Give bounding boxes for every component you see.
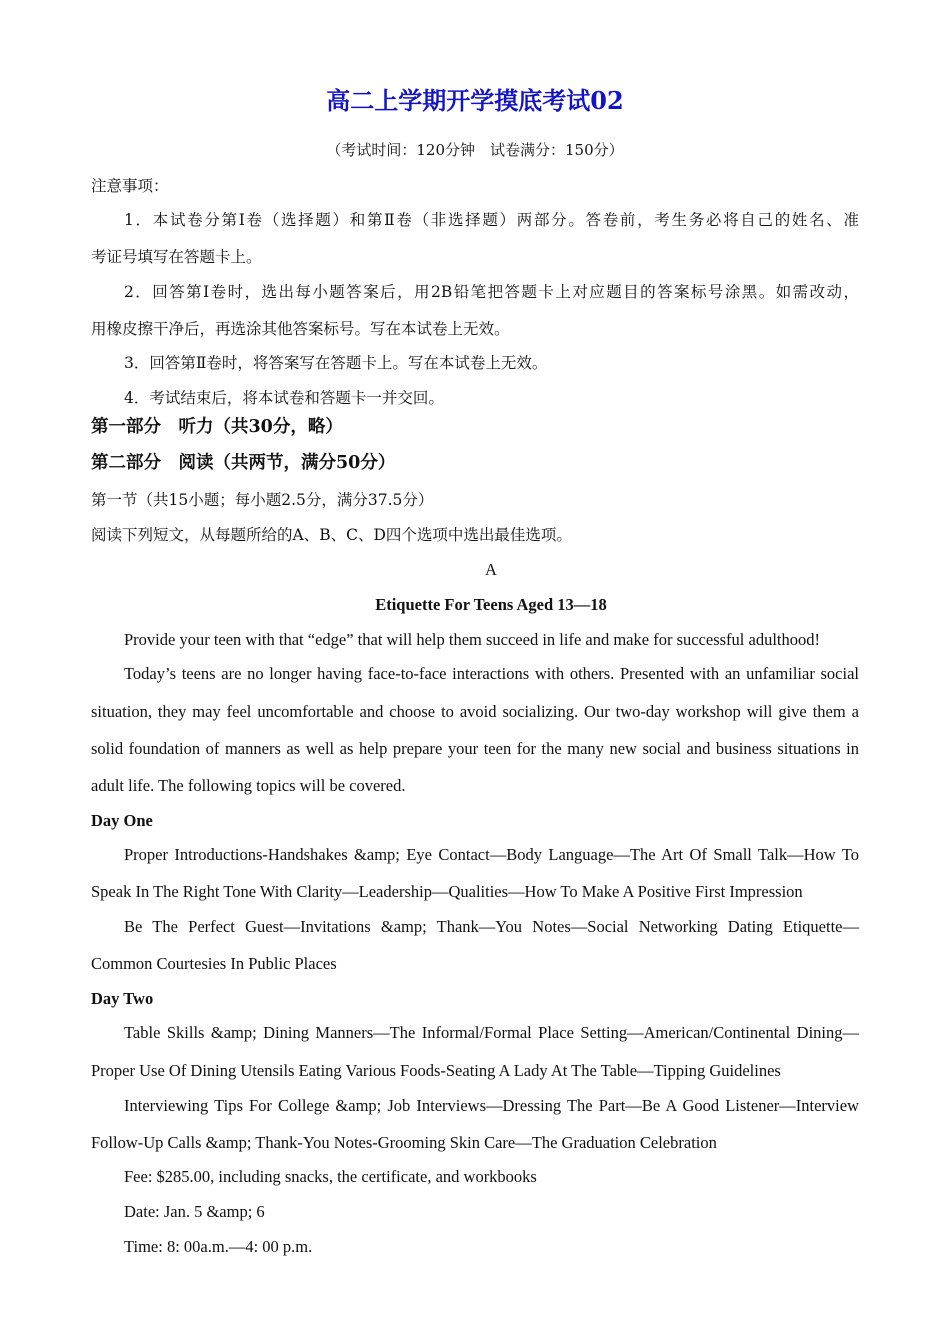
- notice-item-1-line-1: 1．本试卷分第Ⅰ卷（选择题）和第Ⅱ卷（非选择题）两部分。答卷前，考生务必将自己的姓名、准: [124, 211, 859, 229]
- day-one-heading: Day One: [91, 811, 153, 830]
- fee-info: Fee: $285.00, including snacks, the certificate, and workbooks: [124, 1167, 537, 1186]
- part-1-heading: 第一部分 听力（共30分，略）: [91, 417, 343, 437]
- day-one-topics-2-line-2: Common Courtesies In Public Places: [91, 954, 337, 973]
- paragraph-2-line-4: adult life. The following topics will be covered.: [91, 776, 406, 795]
- passage-label: A: [485, 560, 497, 579]
- day-two-topics-1-line-2: Proper Use Of Dining Utensils Eating Various Foods-Seating A Lady At The Table—Tipping Guidelines: [91, 1061, 781, 1080]
- paragraph-2-line-2: situation, they may feel uncomfortable and choose to avoid socializing. Our two-day workshop will give them a: [91, 702, 859, 721]
- paragraph-1: Provide your teen with that “edge” that will help them succeed in life and make for successful adulthood!: [124, 630, 820, 649]
- day-two-topics-2-line-2: Follow-Up Calls &amp; Thank-You Notes-Grooming Skin Care—The Graduation Celebration: [91, 1133, 717, 1152]
- day-two-topics-2-line-1: Interviewing Tips For College &amp; Job Interviews—Dressing The Part—Be A Good Listener—Interview: [124, 1096, 859, 1115]
- day-one-topics-1-line-2: Speak In The Right Tone With Clarity—Leadership—Qualities—How To Make A Positive First Impression: [91, 882, 803, 901]
- exam-info: （考试时间：120分钟 试卷满分：150分）: [326, 141, 624, 159]
- day-one-topics-1-line-1: Proper Introductions-Handshakes &amp; Eye Contact—Body Language—The Art Of Small Talk—How To: [124, 845, 859, 864]
- part-2-heading: 第二部分 阅读（共两节，满分50分）: [91, 453, 396, 473]
- notice-item-1-line-2: 考证号填写在答题卡上。: [91, 248, 262, 266]
- time-info: Time: 8: 00a.m.—4: 00 p.m.: [124, 1237, 313, 1256]
- reading-instruction: 阅读下列短文，从每题所给的A、B、C、D四个选项中选出最佳选项。: [91, 526, 572, 544]
- paragraph-2-line-1: Today’s teens are no longer having face-to-face interactions with others. Presented with an unfamiliar social: [124, 664, 859, 683]
- day-one-topics-2-line-1: Be The Perfect Guest—Invitations &amp; Thank—You Notes—Social Networking Dating Etiquette—: [124, 917, 859, 936]
- notice-item-3: 3．回答第Ⅱ卷时，将答案写在答题卡上。写在本试卷上无效。: [124, 354, 548, 372]
- day-two-topics-1-line-1: Table Skills &amp; Dining Manners—The Informal/Formal Place Setting—American/Continental Dining—: [124, 1023, 859, 1042]
- section-1-heading: 第一节（共15小题；每小题2.5分，满分37.5分）: [91, 491, 434, 509]
- notice-item-2-line-2: 用橡皮擦干净后，再选涂其他答案标号。写在本试卷上无效。: [91, 320, 510, 338]
- notice-heading: 注意事项：: [91, 177, 169, 195]
- day-two-heading: Day Two: [91, 989, 154, 1008]
- page-title: 高二上学期开学摸底考试02: [326, 86, 624, 115]
- date-info: Date: Jan. 5 &amp; 6: [124, 1202, 265, 1221]
- paragraph-2-line-3: solid foundation of manners as well as help prepare your teen for the many new social and business situations in: [91, 739, 859, 758]
- notice-item-4: 4．考试结束后，将本试卷和答题卡一并交回。: [124, 389, 444, 407]
- passage-title: Etiquette For Teens Aged 13—18: [375, 595, 607, 614]
- notice-item-2-line-1: 2．回答第Ⅰ卷时，选出每小题答案后，用2B铅笔把答题卡上对应题目的答案标号涂黑。如需改动，: [124, 283, 859, 301]
